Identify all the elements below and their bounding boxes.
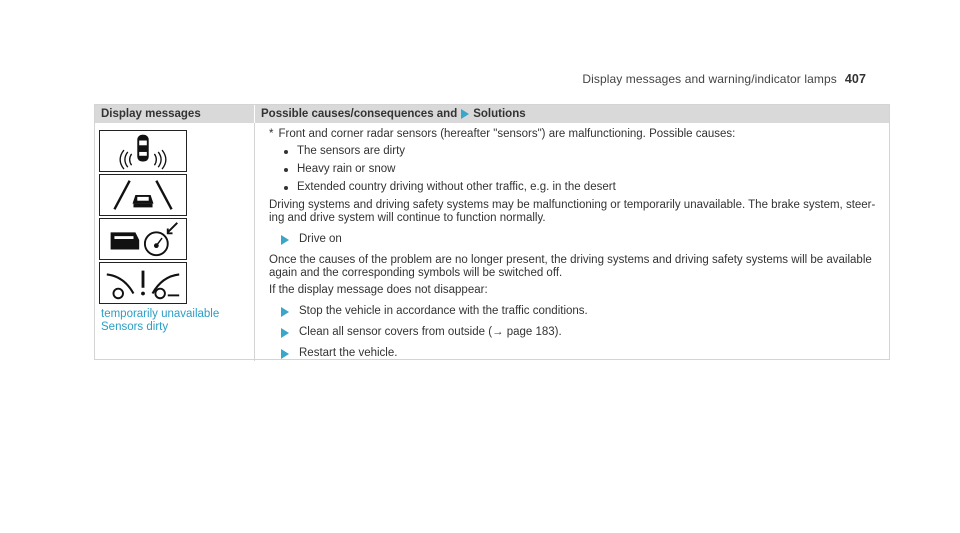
arrow-icon (281, 307, 289, 317)
parking-warning-icon (99, 262, 187, 304)
list-item: The sensors are dirty (284, 145, 879, 158)
step-clean: Clean all sensor covers from outside (→ page 183). (281, 326, 879, 339)
causes-list (284, 145, 879, 194)
arrow-icon (281, 349, 289, 359)
list-item: Heavy rain or snow (284, 163, 879, 176)
recovery-paragraph: Once the causes of the problem are no longer present, the driving systems and driving safety systems will be available again and the corresponding symbols will be switched off. (269, 254, 872, 279)
table-header (95, 105, 889, 123)
messages-table (94, 104, 890, 360)
persist-paragraph: If the display message does not disappear: (269, 284, 488, 296)
footnote-star: * (269, 128, 274, 140)
intro-line (269, 128, 879, 141)
solutions-content (269, 128, 879, 360)
step-stop: Stop the vehicle in accordance with the traffic conditions. (281, 305, 879, 318)
status-text (101, 308, 219, 334)
arrow-icon (281, 235, 289, 245)
col-causes-header (261, 108, 526, 120)
status-line-unavailable: temporarily unavailable (101, 308, 220, 320)
page-number: 407 (844, 72, 866, 86)
causes-header-text: Possible causes/consequences and (261, 108, 458, 120)
intro-text: Front and corner radar sensors (hereafter "sensors") are malfunctioning. Possible causes: (278, 128, 736, 140)
status-line-sensors: Sensors dirty (101, 321, 169, 333)
running-head (582, 72, 866, 86)
solutions-header-text: Solutions (473, 108, 526, 120)
lane-car-icon (99, 174, 187, 216)
radar-sensor-car-icon (99, 130, 187, 172)
list-item: Extended country driving without other traffic, e.g. in the desert (284, 181, 879, 194)
col-display-messages-header: Display messages (101, 108, 201, 120)
speedometer-car-icon (99, 218, 187, 260)
malfunction-paragraph: Driving systems and driving safety systems may be malfunctioning or temporarily unavailable. The brake system, steer-ing and drive system will continue to function normally. (269, 199, 876, 224)
arrow-icon (461, 109, 469, 119)
arrow-icon (281, 328, 289, 338)
section-title: Display messages and warning/indicator lamps (582, 72, 837, 86)
step-drive-on: Drive on (281, 233, 879, 246)
step-restart: Restart the vehicle. (281, 347, 879, 360)
